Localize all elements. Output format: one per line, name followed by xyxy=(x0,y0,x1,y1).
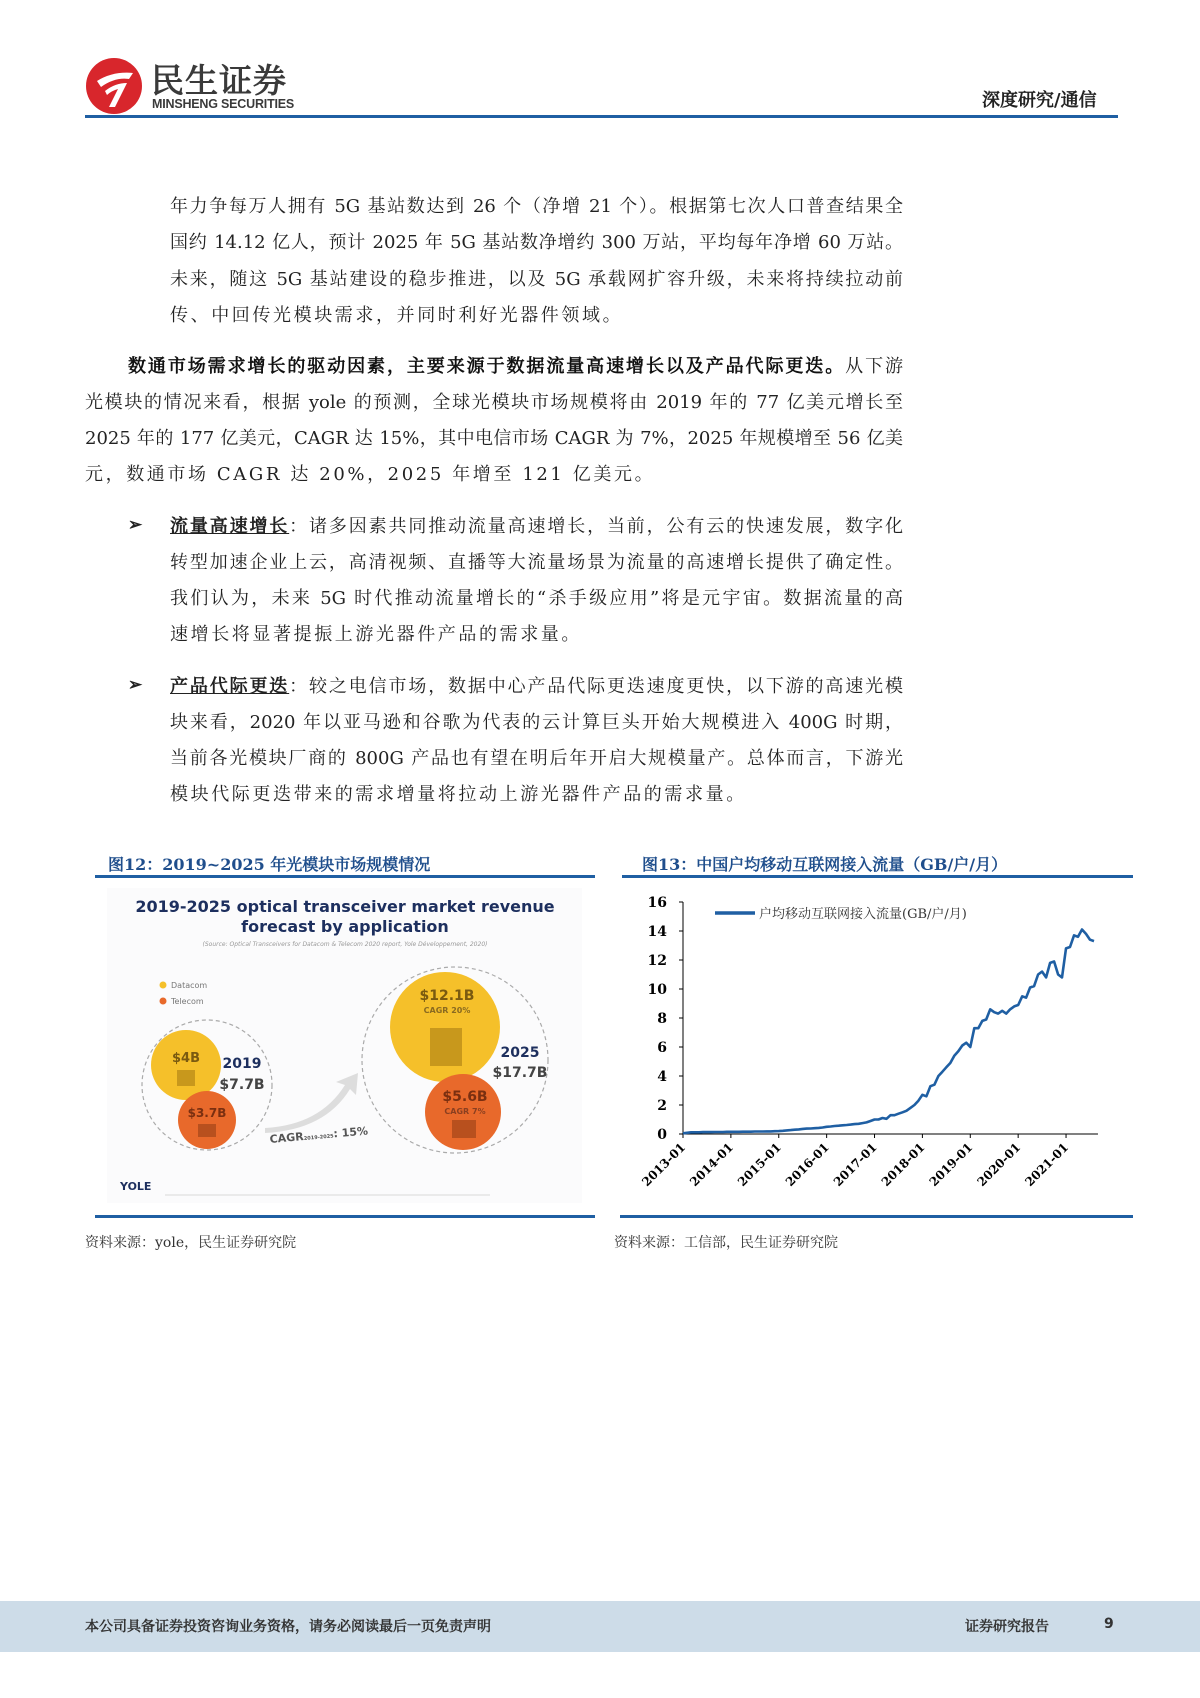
figure-source: 资料来源：工信部，民生证券研究院 xyxy=(614,1235,838,1251)
total-2025: $17.7B xyxy=(492,1065,548,1081)
x-tick-label: 2019-01 xyxy=(926,1140,976,1190)
x-tick-label: 2013-01 xyxy=(639,1140,689,1190)
text-span: 从下游 xyxy=(845,356,903,377)
legend-label: 户均移动互联网接入流量(GB/户/月) xyxy=(759,907,967,922)
y-tick-label: 2 xyxy=(657,1098,667,1114)
text-line: 我们认为，未来 5G 时代推动流量增长的“杀手级应用”将是元宇宙。数据流量的高 xyxy=(170,588,903,609)
logo-english-name: MINSHENG SECURITIES xyxy=(152,97,295,111)
legend-datacom: Datacom xyxy=(171,981,208,990)
market-infographic xyxy=(90,880,600,1210)
infographic-title: forecast by application xyxy=(241,917,449,936)
datacom-2019-value: $4B xyxy=(172,1051,200,1066)
datacom-2025-cagr: CAGR 20% xyxy=(423,1006,471,1015)
y-tick-label: 6 xyxy=(657,1040,667,1056)
y-tick-label: 16 xyxy=(647,895,667,911)
telecom-2019-value: $3.7B xyxy=(187,1106,227,1120)
text-line: 未来，随这 5G 基站建设的稳步推进，以及 5G 承载网扩容升级，未来将持续拉动前 xyxy=(170,269,903,290)
infographic-source: (Source: Optical Transceivers for Datacom & Telecom 2020 report, Yole Développement, 2020) xyxy=(202,941,488,948)
x-tick-label: 2020-01 xyxy=(974,1140,1024,1190)
year-2019: 2019 xyxy=(222,1056,262,1072)
y-tick-label: 0 xyxy=(657,1127,667,1143)
text-line: 转型加速企业上云，高清视频、直播等大流量场景为流量的高速增长提供了确定性。 xyxy=(170,552,903,573)
telecom-building-icon xyxy=(198,1124,216,1137)
x-tick-label: 2021-01 xyxy=(1022,1140,1072,1190)
figure-top-rule xyxy=(622,875,1133,878)
page-number: 9 xyxy=(1104,1616,1114,1632)
figure-source: 资料来源：yole，民生证券研究院 xyxy=(85,1235,297,1251)
telecom-building-icon xyxy=(452,1120,476,1138)
text-line xyxy=(170,515,903,539)
text-line: 速增长将显著提振上游光器件产品的需求量。 xyxy=(170,624,582,645)
infographic-title: 2019-2025 optical transceiver market revenue xyxy=(135,897,555,916)
bullet-title: 产品代际更迭 xyxy=(170,676,290,697)
text-line: 2025 年的 177 亿美元，CAGR 达 15%，其中电信市场 CAGR 为 7%，2025 年规模增至 56 亿美 xyxy=(85,428,903,449)
text-line: 块来看，2020 年以亚马逊和谷歌为代表的云计算巨头开始大规模进入 400G 时期， xyxy=(170,712,903,733)
series-line xyxy=(683,930,1094,1134)
text-line: 光模块的情况来看，根据 yole 的预测，全球光模块市场规模将由 2019 年的 77 亿美元增长至 xyxy=(85,392,903,413)
figure-bottom-rule xyxy=(95,1215,595,1218)
footer-report-type: 证券研究报告 xyxy=(965,1619,1049,1635)
y-tick-label: 8 xyxy=(657,1011,667,1027)
y-tick-label: 10 xyxy=(647,982,667,998)
cagr-label: CAGR2019-2025: 15% xyxy=(269,1124,369,1146)
text-line: 元，数通市场 CAGR 达 20%，2025 年增至 121 亿美元。 xyxy=(85,464,656,485)
x-tick-label: 2015-01 xyxy=(735,1140,784,1190)
total-2019: $7.7B xyxy=(219,1077,265,1093)
text-line xyxy=(128,355,903,379)
logo-emblem-icon xyxy=(85,57,143,115)
legend-telecom: Telecom xyxy=(171,997,204,1006)
paragraph-lead: 数通市场需求增长的驱动因素，主要来源于数据流量高速增长以及产品代际更迭。 xyxy=(128,356,846,377)
text-line: 国约 14.12 亿人，预计 2025 年 5G 基站数净增约 300 万站，平均每年净增 60 万站。 xyxy=(170,232,903,253)
text-line: 年力争每万人拥有 5G 基站数达到 26 个（净增 21 个）。根据第七次人口普查结果全 xyxy=(170,196,903,217)
datacenter-icon xyxy=(177,1070,195,1086)
telecom-2025-cagr: CAGR 7% xyxy=(444,1107,486,1116)
traffic-line-chart xyxy=(610,880,1150,1210)
company-logo xyxy=(85,55,315,117)
x-tick-label: 2017-01 xyxy=(830,1140,880,1190)
x-tick-label: 2018-01 xyxy=(878,1140,928,1190)
figure-bottom-rule xyxy=(620,1215,1133,1218)
circle-telecom-2019 xyxy=(178,1091,236,1149)
y-tick-label: 4 xyxy=(657,1069,667,1085)
y-tick-label: 12 xyxy=(647,953,667,969)
report-section: 深度研究/通信 xyxy=(982,90,1097,111)
figure-title: 图12：2019~2025 年光模块市场规模情况 xyxy=(108,855,431,874)
logo-chinese-name: 民生证券 xyxy=(151,61,287,100)
footer-disclaimer: 本公司具备证券投资咨询业务资格，请务必阅读最后一页免责声明 xyxy=(85,1619,491,1635)
bullet-title: 流量高速增长 xyxy=(170,516,290,537)
y-tick-label: 14 xyxy=(647,924,667,940)
arrow-bullet-icon: ➢ xyxy=(128,515,143,535)
text-span: ：较之电信市场，数据中心产品代际更迭速度更快，以下游的高速光模 xyxy=(289,676,904,697)
text-line: 传、中回传光模块需求，并同时利好光器件领域。 xyxy=(170,305,624,326)
datacenter-icon xyxy=(430,1028,462,1066)
yole-logo: YOLE xyxy=(120,1180,152,1193)
text-line: 模块代际更迭带来的需求增量将拉动上游光器件产品的需求量。 xyxy=(170,784,747,805)
x-tick-label: 2014-01 xyxy=(687,1140,737,1190)
datacom-2025-value: $12.1B xyxy=(419,988,475,1004)
arrow-bullet-icon: ➢ xyxy=(128,675,143,695)
legend-telecom-dot xyxy=(160,998,167,1005)
figure-top-rule xyxy=(95,875,595,878)
header-rule xyxy=(85,115,1118,118)
text-line: 当前各光模块厂商的 800G 产品也有望在明后年开启大规模量产。总体而言，下游光 xyxy=(170,748,903,769)
figure-title: 图13：中国户均移动互联网接入流量（GB/户/月） xyxy=(642,855,1008,874)
x-tick-label: 2016-01 xyxy=(782,1140,832,1190)
legend-datacom-dot xyxy=(160,982,167,989)
text-line xyxy=(170,675,903,699)
year-2025: 2025 xyxy=(500,1045,540,1061)
text-span: ：诸多因素共同推动流量高速增长，当前，公有云的快速发展，数字化 xyxy=(289,516,904,537)
page-footer xyxy=(0,1601,1200,1652)
telecom-2025-value: $5.6B xyxy=(442,1089,488,1105)
